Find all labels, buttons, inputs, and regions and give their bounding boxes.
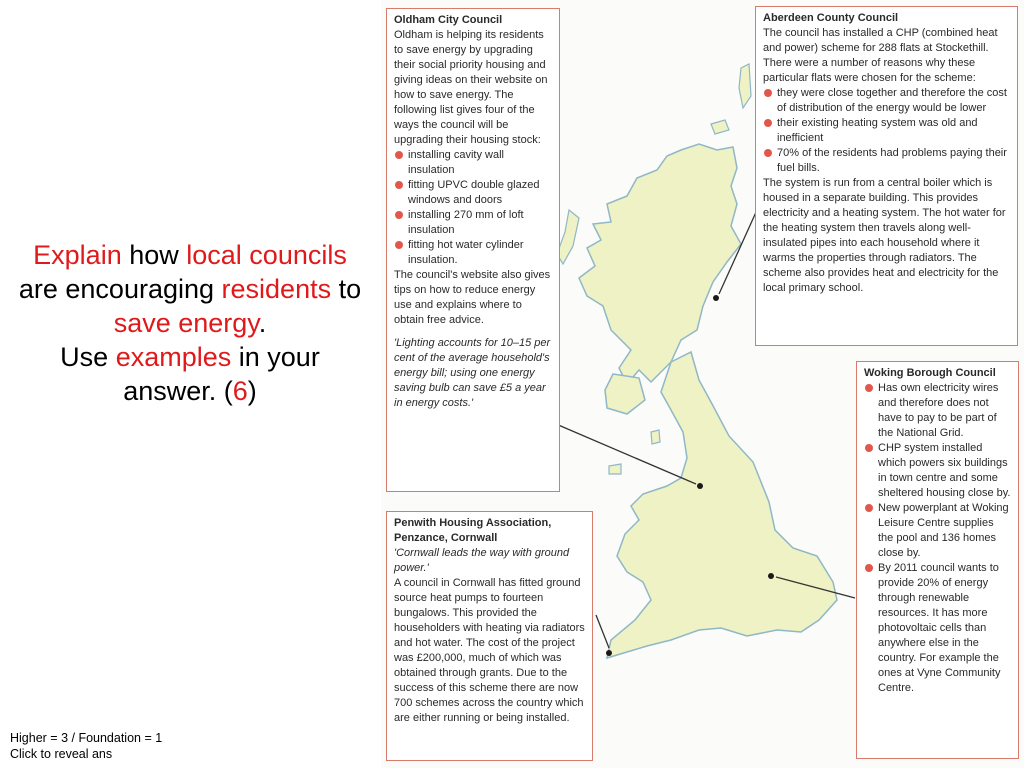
oldham-outro: The council's website also gives tips on how to reduce energy use and explains where to obtain free advice. [394,269,551,326]
penwith-title: Penwith Housing Association, Penzance, Cornwall [394,517,552,544]
outer-hebrides [557,210,579,264]
footer-note[interactable] [10,730,162,762]
bullet-icon [865,564,873,572]
anglesey [609,464,621,474]
list-item: their existing heating system was old and inefficient [763,116,1010,146]
oldham-intro: Oldham is helping its residents to save energy by upgrading their social priority housing and giving ideas on their website on how to save energy. The following list gives four of the ways the council will be upgrading their housing stock: [394,29,548,146]
aberdeen-info-box [755,6,1018,346]
penzance-dot [606,650,612,656]
woking-dot [768,573,774,579]
oldham-bullets [394,148,552,268]
penwith-arrow [596,615,609,648]
list-item: they were close together and therefore the cost of distribution of the energy would be lower [763,86,1010,116]
list-item: installing 270 mm of loft insulation [394,208,552,238]
list-item: fitting hot water cylinder insulation. [394,238,552,268]
oldham-arrow [556,424,696,484]
list-item: New powerplant at Woking Leisure Centre supplies the pool and 136 homes close by. [864,501,1011,561]
penwith-body: A council in Cornwall has fitted ground source heat pumps to fourteen bungalows. This provided the householders with heating via radiators and hot water. The cost of the project was £200,000, much of which was obtained through grants. Due to the success of this scheme there are now 700 schemes across the country which are either running or being installed. [394,577,585,724]
woking-bullets [864,381,1011,696]
list-item: By 2011 council wants to provide 20% of energy through renewable resources. It has more photovoltaic cells than anywhere else in the country. For example the ones at Vyne Community Centre. [864,561,1011,696]
map-panel [381,0,1024,768]
woking-info-box [856,361,1019,759]
oldham-quote: 'Lighting accounts for 10–15 per cent of the average household's energy bill; using one energy saving bulb can save £5 a year in energy costs.' [394,337,551,409]
list-item: fitting UPVC double glazed windows and doors [394,178,552,208]
aberdeen-outro: The system is run from a central boiler which is housed in a separate building. This provides electricity and a heating system. The hot water for the heating system then travels along well-insulated pipes into each household where it warms the properties through radiators. The scheme also provides heat and electricity for the local primary school. [763,177,1006,294]
shetland [739,64,751,108]
bullet-icon [395,241,403,249]
bullet-icon [395,151,403,159]
aberdeen-bullets [763,86,1010,176]
woking-title: Woking Borough Council [864,367,996,379]
question-text: Explain how local councils are encouraging residents to save energy. Use examples in your answer. (6) [18,240,362,406]
isle-of-man [651,430,660,444]
bullet-icon [395,211,403,219]
penwith-info-box [386,511,593,761]
list-item: installing cavity wall insulation [394,148,552,178]
oldham-dot [697,483,703,489]
aberdeen-dot [713,295,719,301]
oldham-title: Oldham City Council [394,14,503,26]
reveal-answer-link[interactable]: Click to reveal ans [10,747,113,761]
list-item: CHP system installed which powers six buildings in town centre and some sheltered housing close by. [864,441,1011,501]
orkney [711,120,729,134]
list-item: Has own electricity wires and therefore does not have to pay to be part of the National Grid. [864,381,1011,441]
northern-ireland-landmass [605,374,645,414]
aberdeen-title: Aberdeen County Council [763,12,899,24]
bullet-icon [865,444,873,452]
bullet-icon [865,384,873,392]
bullet-icon [764,89,772,97]
list-item: 70% of the residents had problems paying their fuel bills. [763,146,1010,176]
bullet-icon [395,181,403,189]
penwith-quote: 'Cornwall leads the way with ground power.' [394,547,570,574]
bullet-icon [764,119,772,127]
aberdeen-intro: The council has installed a CHP (combined heat and power) scheme for 288 flats at Stockethill. There were a number of reasons why these particular flats were chosen for the scheme: [763,27,998,84]
bullet-icon [865,504,873,512]
bullet-icon [764,149,772,157]
mark-scheme-note: Higher = 3 / Foundation = 1 [10,731,163,745]
scotland-landmass [579,144,741,384]
oldham-info-box [386,8,560,492]
